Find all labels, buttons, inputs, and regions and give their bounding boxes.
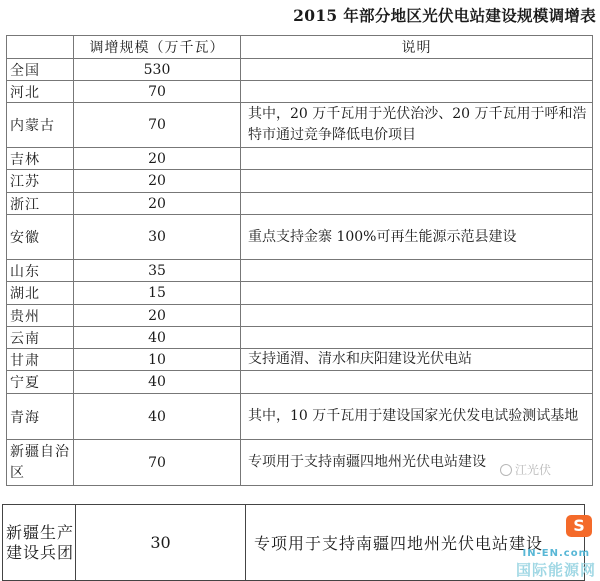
table-title: 2015 年部分地区光伏电站建设规模调增表 (293, 6, 596, 25)
wechat-watermark-text: 江光伏 (515, 463, 552, 477)
capacity-cell: 20 (74, 170, 241, 193)
capacity-cell: 15 (74, 282, 241, 305)
capacity-cell: 530 (74, 59, 241, 81)
note-cell (241, 81, 593, 103)
in-en-watermark (486, 548, 598, 580)
region-cell: 浙江 (7, 193, 74, 215)
table-row (7, 215, 593, 260)
region-cell: 湖北 (7, 282, 74, 305)
sohu-logo-icon: S (566, 515, 592, 537)
capacity-cell: 30 (74, 215, 241, 260)
header-cell-capacity: 调增规模（万千瓦） (74, 36, 241, 59)
region-cell: 安徽 (7, 215, 74, 260)
capacity-cell: 70 (74, 81, 241, 103)
note-cell (241, 282, 593, 305)
capacity-cell: 70 (74, 103, 241, 148)
table-row (7, 193, 593, 215)
in-en-name-text: 国际能源网 (515, 561, 596, 579)
header-cell-note: 说明 (241, 36, 593, 59)
table-row (7, 394, 593, 440)
table-row (7, 305, 593, 327)
note-cell (241, 305, 593, 327)
region-cell: 青海 (7, 394, 74, 440)
table-row (7, 327, 593, 349)
note-cell: 专项用于支持南疆四地州光伏电站建设 (241, 440, 593, 486)
table-row (7, 371, 593, 394)
table-header-row (7, 36, 593, 59)
region-cell: 新疆生产建设兵团 (3, 505, 76, 581)
note-cell: 重点支持金寨 100%可再生能源示范县建设 (241, 215, 593, 260)
capacity-cell: 30 (76, 505, 246, 581)
capacity-cell: 20 (74, 305, 241, 327)
table-row (7, 148, 593, 170)
note-cell (241, 170, 593, 193)
note-cell (241, 260, 593, 282)
region-cell: 山东 (7, 260, 74, 282)
region-cell: 江苏 (7, 170, 74, 193)
wechat-watermark (500, 461, 551, 478)
table-row (7, 282, 593, 305)
note-cell (241, 59, 593, 81)
capacity-cell: 70 (74, 440, 241, 486)
capacity-cell: 35 (74, 260, 241, 282)
table-row (7, 260, 593, 282)
region-cell: 新疆自治区 (7, 440, 74, 486)
capacity-table (6, 35, 593, 486)
table-row (7, 81, 593, 103)
capacity-cell: 20 (74, 148, 241, 170)
table-row (7, 103, 593, 148)
region-cell: 河北 (7, 81, 74, 103)
note-cell (241, 148, 593, 170)
capacity-cell: 10 (74, 349, 241, 371)
region-cell: 云南 (7, 327, 74, 349)
table-row (7, 59, 593, 81)
note-cell: 其中，20 万千瓦用于光伏治沙、20 万千瓦用于呼和浩特市通过竞争降低电价项目 (241, 103, 593, 148)
in-en-site-text: IN-EN.com (522, 548, 590, 559)
capacity-cell: 40 (74, 371, 241, 394)
table-row (7, 170, 593, 193)
region-cell: 内蒙古 (7, 103, 74, 148)
wechat-icon (500, 464, 512, 476)
region-cell: 贵州 (7, 305, 74, 327)
note-cell (241, 327, 593, 349)
note-cell: 专项用于支持南疆四地州光伏电站建设 (246, 505, 585, 581)
region-cell: 吉林 (7, 148, 74, 170)
region-cell: 甘肃 (7, 349, 74, 371)
note-cell (241, 193, 593, 215)
note-cell: 支持通渭、清水和庆阳建设光伏电站 (241, 349, 593, 371)
region-cell: 全国 (7, 59, 74, 81)
capacity-cell: 40 (74, 327, 241, 349)
note-cell: 其中，10 万千瓦用于建设国家光伏发电试验测试基地 (241, 394, 593, 440)
table-row (7, 349, 593, 371)
note-cell (241, 371, 593, 394)
region-cell: 宁夏 (7, 371, 74, 394)
capacity-cell: 20 (74, 193, 241, 215)
capacity-cell: 40 (74, 394, 241, 440)
header-cell-region (7, 36, 74, 59)
